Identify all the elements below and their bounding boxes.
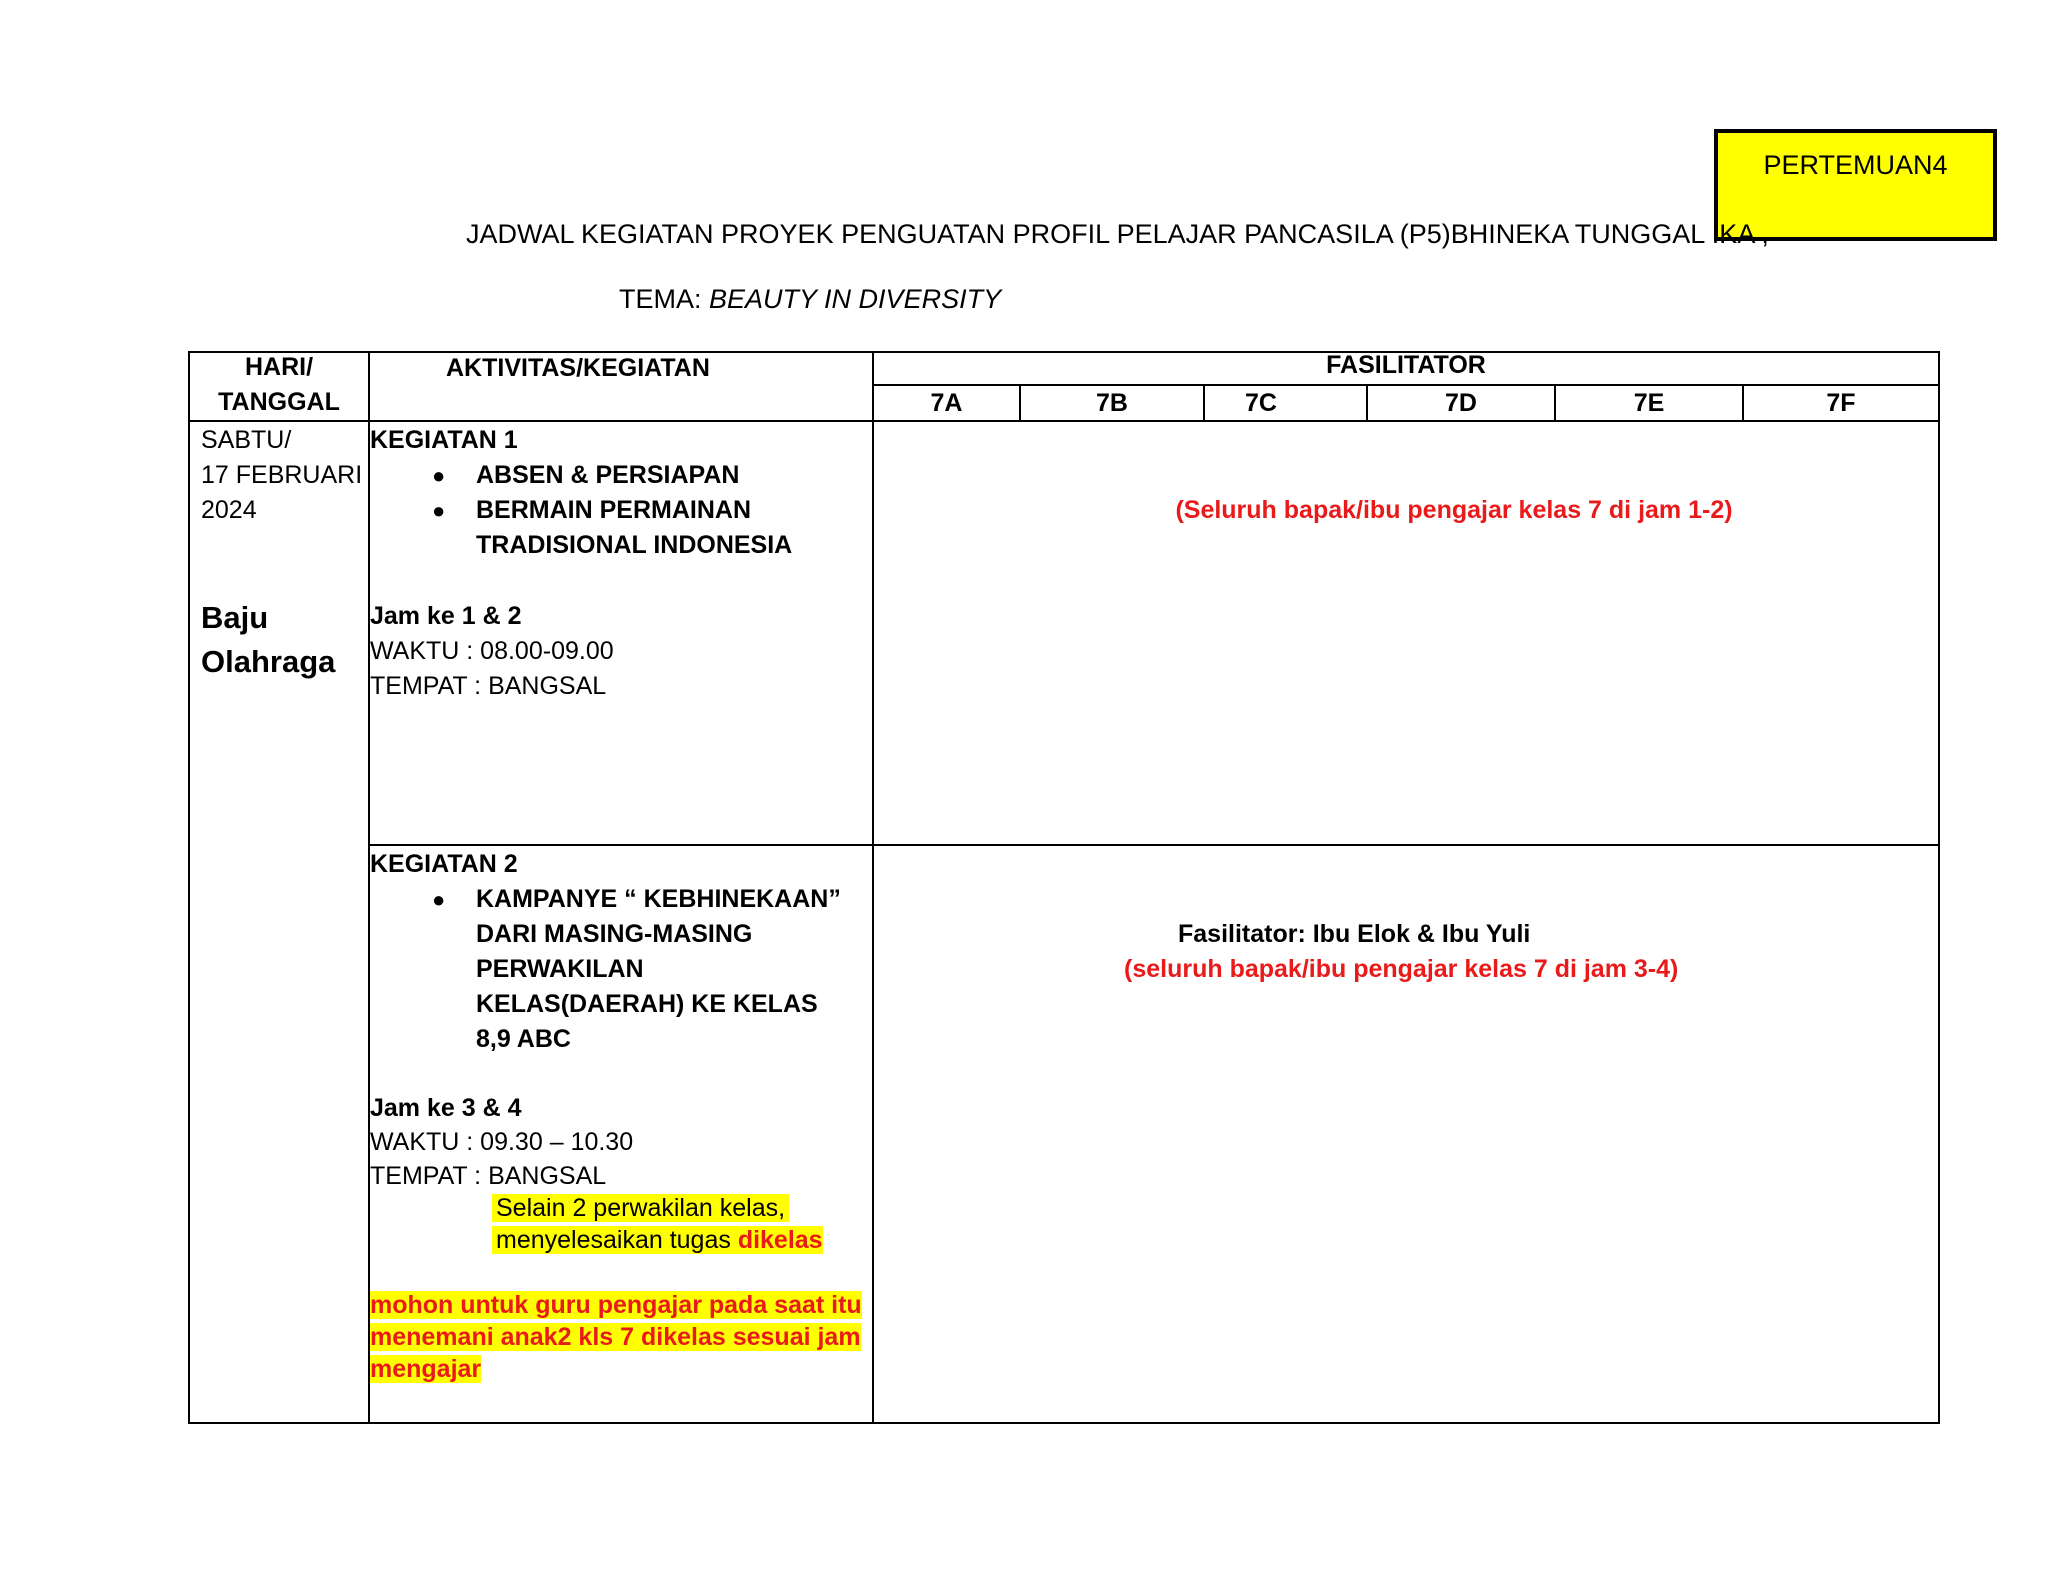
- class-header-7e: 7E: [1633, 389, 1665, 417]
- list-item-label: 8,9 ABC: [476, 1025, 571, 1053]
- activity-2-facilitator-note: (seluruh bapak/ibu pengajar kelas 7 di jam 3-4): [1124, 955, 1679, 983]
- list-item-continuation: [476, 528, 792, 563]
- activity-2-session: Jam ke 3 & 4: [370, 1094, 522, 1122]
- document-title: JADWAL KEGIATAN PROYEK PENGUATAN PROFIL PELAJAR PANCASILA (P5)BHINEKA TUNGGAL IKA ,: [466, 219, 1769, 249]
- class-header-7d: 7D: [1445, 389, 1477, 417]
- header-day-date: [190, 350, 368, 420]
- activity-1-facilitator-note: (Seluruh bapak/ibu pengajar kelas 7 di jam 1-2): [1175, 496, 1733, 524]
- activity-2: [370, 847, 841, 1057]
- note-line-2-plain: menyelesaikan tugas: [496, 1226, 738, 1254]
- dress-code: [201, 596, 335, 684]
- class-header-7a: 7A: [930, 389, 963, 417]
- activity-2-note: [492, 1192, 823, 1256]
- note-line-2: [492, 1226, 823, 1254]
- activity-1-list: [432, 458, 793, 563]
- header-date: TANGGAL: [218, 388, 340, 416]
- dress-code-line2: Olahraga: [201, 644, 336, 679]
- request-line: menemani anak2 kls 7 dikelas sesuai jam: [370, 1323, 861, 1351]
- activity-1-place: TEMPAT : BANGSAL: [370, 672, 607, 700]
- class-header-7b: 7B: [1096, 389, 1128, 417]
- day-label: SABTU/: [201, 426, 292, 454]
- list-item-continuation: [476, 952, 841, 987]
- note-line-1: Selain 2 perwakilan kelas,: [492, 1194, 789, 1222]
- class-header-7c: 7C: [1245, 389, 1277, 417]
- list-item-continuation: [476, 917, 841, 952]
- bullet-icon: ●: [432, 463, 446, 488]
- activity-2-facilitator-names: Fasilitator: Ibu Elok & Ibu Yuli: [1178, 920, 1531, 948]
- header-day: HARI/: [244, 353, 314, 381]
- teacher-request: [370, 1289, 862, 1385]
- list-item: [432, 882, 841, 917]
- list-item-label: BERMAIN PERMAINAN: [476, 496, 751, 524]
- day-date: [201, 423, 362, 528]
- activity-2-time: WAKTU : 09.30 – 10.30: [370, 1128, 634, 1156]
- list-item-continuation: [476, 987, 841, 1022]
- list-item-label: KELAS(DAERAH) KE KELAS: [476, 990, 818, 1018]
- activity-2-list: [432, 882, 841, 1057]
- request-line: mengajar: [370, 1355, 482, 1383]
- note-line-2-red: dikelas: [737, 1226, 823, 1254]
- activity-2-details: [370, 1091, 633, 1193]
- activity-2-title: KEGIATAN 2: [370, 850, 518, 878]
- list-item-label: KAMPANYE “ KEBHINEKAAN”: [476, 885, 841, 913]
- list-item-label: PERWAKILAN: [476, 955, 644, 983]
- header-activity: AKTIVITAS/KEGIATAN: [446, 354, 710, 382]
- list-item-label: DARI MASING-MASING: [476, 920, 753, 948]
- document-theme: [619, 284, 1001, 315]
- theme-value: BEAUTY IN DIVERSITY: [709, 284, 1002, 314]
- list-item: [432, 458, 792, 493]
- list-item-label: ABSEN & PERSIAPAN: [476, 461, 740, 489]
- request-line: mohon untuk guru pengajar pada saat itu: [370, 1291, 862, 1319]
- activity-1: [370, 423, 792, 563]
- date-label: 17 FEBRUARI: [201, 461, 363, 489]
- activity-1-title: KEGIATAN 1: [370, 426, 518, 454]
- dress-code-line1: Baju: [201, 600, 269, 635]
- header-facilitator: FASILITATOR: [1326, 351, 1486, 379]
- bullet-icon: ●: [432, 887, 446, 912]
- list-item-continuation: [476, 1022, 841, 1057]
- list-item: [432, 493, 792, 528]
- meeting-badge: PERTEMUAN4: [1714, 129, 1997, 241]
- activity-2-place: TEMPAT : BANGSAL: [370, 1162, 607, 1190]
- bullet-icon: ●: [432, 498, 446, 523]
- activity-1-session: Jam ke 1 & 2: [370, 602, 522, 630]
- year-label: 2024: [201, 496, 257, 524]
- activity-1-time: WAKTU : 08.00-09.00: [370, 637, 614, 665]
- list-item-label: TRADISIONAL INDONESIA: [476, 531, 793, 559]
- activity-1-details: [370, 599, 614, 704]
- class-header-7f: 7F: [1826, 389, 1856, 417]
- theme-prefix: TEMA:: [619, 284, 710, 314]
